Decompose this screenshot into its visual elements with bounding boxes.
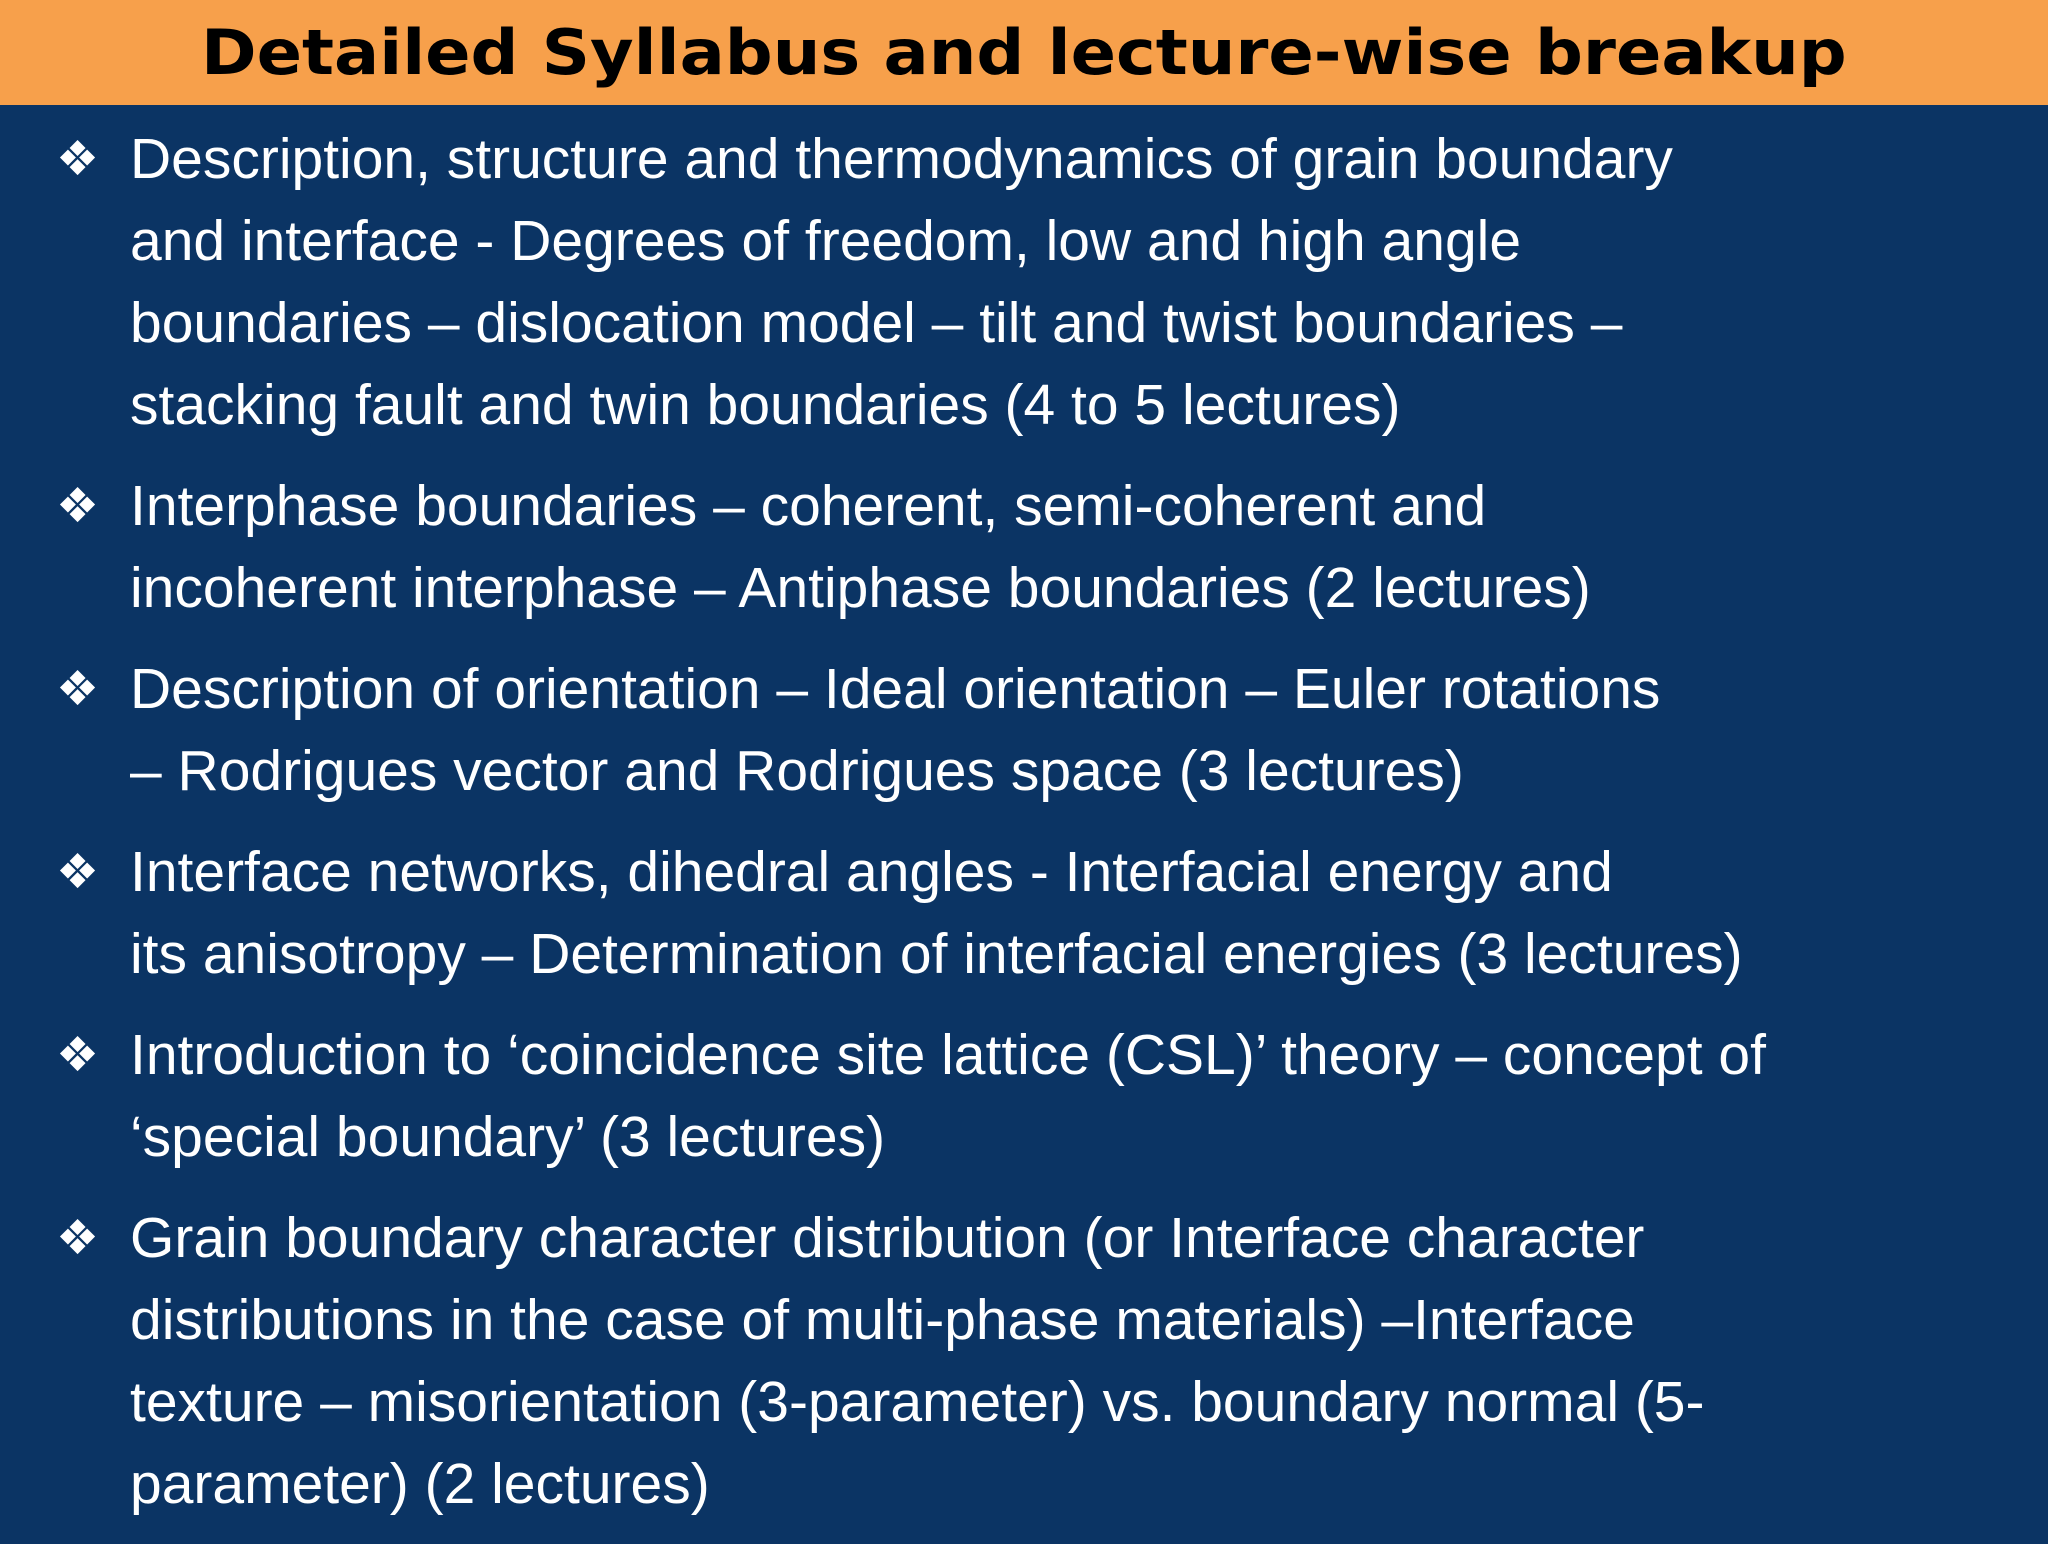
bullet-line: Grain boundary character distribution (or Interface character [130,1206,1645,1270]
bullet-item-2 [56,465,2016,629]
bullet-item-6 [56,1197,2016,1525]
bullet-line: Interphase boundaries – coherent, semi-coherent and [130,474,1487,538]
slide-title: Detailed Syllabus and lecture-wise breakup [201,16,1847,89]
bullet-item-1 [56,118,2016,446]
bullet-line: – Rodrigues vector and Rodrigues space (3 lectures) [130,739,1464,803]
bullet-line: stacking fault and twin boundaries (4 to 5 lectures) [130,373,1401,437]
diamond-bullet-icon: ❖ [56,478,100,534]
syllabus-bullet-list [56,118,2016,1544]
bullet-item-3 [56,648,2016,812]
diamond-bullet-icon: ❖ [56,1027,100,1083]
diamond-bullet-icon: ❖ [56,1210,100,1266]
bullet-line: Description, structure and thermodynamics of grain boundary [130,127,1673,191]
title-bar [0,0,2048,105]
diamond-bullet-icon: ❖ [56,131,100,187]
bullet-line: Description of orientation – Ideal orientation – Euler rotations [130,657,1661,721]
bullet-line: and interface - Degrees of freedom, low and high angle [130,209,1522,273]
bullet-line: ‘special boundary’ (3 lectures) [130,1105,886,1169]
bullet-line: parameter) (2 lectures) [130,1452,710,1516]
bullet-line: distributions in the case of multi-phase materials) –Interface [130,1288,1635,1352]
bullet-line: Interface networks, dihedral angles - Interfacial energy and [130,840,1613,904]
diamond-bullet-icon: ❖ [56,844,100,900]
bullet-item-5 [56,1014,2016,1178]
bullet-line: its anisotropy – Determination of interfacial energies (3 lectures) [130,922,1743,986]
bullet-line: incoherent interphase – Antiphase boundaries (2 lectures) [130,556,1591,620]
bullet-line: boundaries – dislocation model – tilt and twist boundaries – [130,291,1623,355]
bullet-item-4 [56,831,2016,995]
bullet-line: Introduction to ‘coincidence site lattice (CSL)’ theory – concept of [130,1023,1766,1087]
diamond-bullet-icon: ❖ [56,661,100,717]
bullet-line: texture – misorientation (3-parameter) vs. boundary normal (5- [130,1370,1705,1434]
